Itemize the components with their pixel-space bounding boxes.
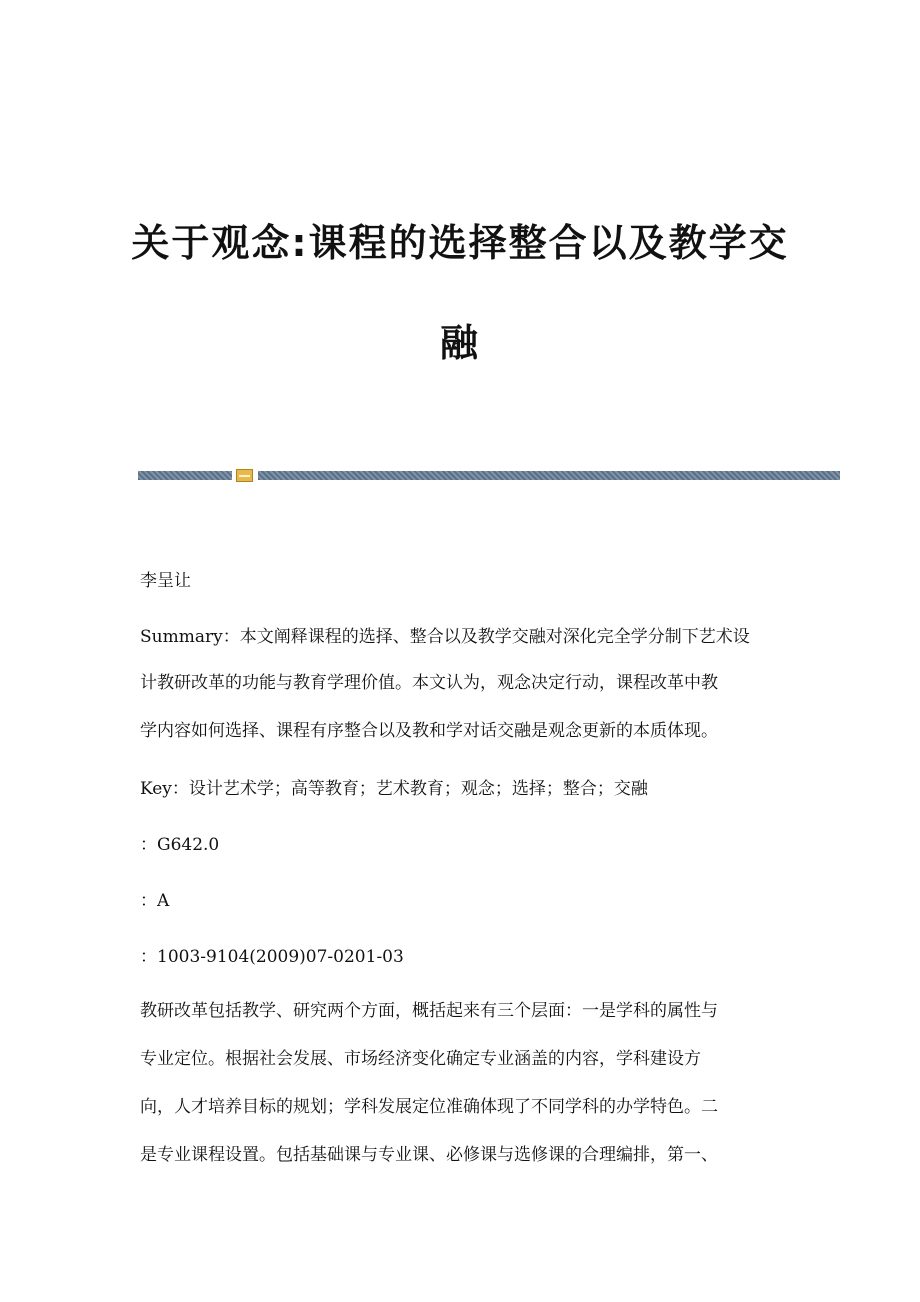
classification-number: ：G642.0 bbox=[140, 835, 220, 855]
page-title-line-1: 关于观念:课程的选择整合以及教学交 bbox=[131, 221, 789, 265]
body-line: 向，人才培养目标的规划；学科发展定位准确体现了不同学科的办学特色。二 bbox=[140, 1097, 718, 1117]
page-title-line-2: 融 bbox=[439, 321, 480, 365]
keywords: Key：设计艺术学；高等教育；艺术教育；观念；选择；整合；交融 bbox=[140, 779, 648, 799]
summary-line: 学内容如何选择、课程有序整合以及教和学对话交融是观念更新的本质体现。 bbox=[140, 721, 718, 741]
title-divider bbox=[138, 471, 840, 480]
body-line: 教研改革包括教学、研究两个方面，概括起来有三个层面：一是学科的属性与 bbox=[140, 1001, 718, 1021]
body-line: 专业定位。根据社会发展、市场经济变化确定专业涵盖的内容，学科建设方 bbox=[140, 1049, 701, 1069]
document-code: ：A bbox=[140, 891, 170, 911]
divider-ornament-icon bbox=[236, 469, 253, 482]
divider-left-segment bbox=[138, 471, 232, 480]
article-id: ：1003-9104(2009)07-0201-03 bbox=[140, 947, 404, 967]
summary-line: Summary：本文阐释课程的选择、整合以及教学交融对深化完全学分制下艺术设 bbox=[140, 627, 750, 647]
author-name: 李呈让 bbox=[140, 571, 191, 591]
body-line: 是专业课程设置。包括基础课与专业课、必修课与选修课的合理编排，第一、 bbox=[140, 1145, 718, 1165]
summary-line: 计教研改革的功能与教育学理价值。本文认为，观念决定行动，课程改革中教 bbox=[140, 673, 718, 693]
divider-right-segment bbox=[258, 471, 840, 480]
